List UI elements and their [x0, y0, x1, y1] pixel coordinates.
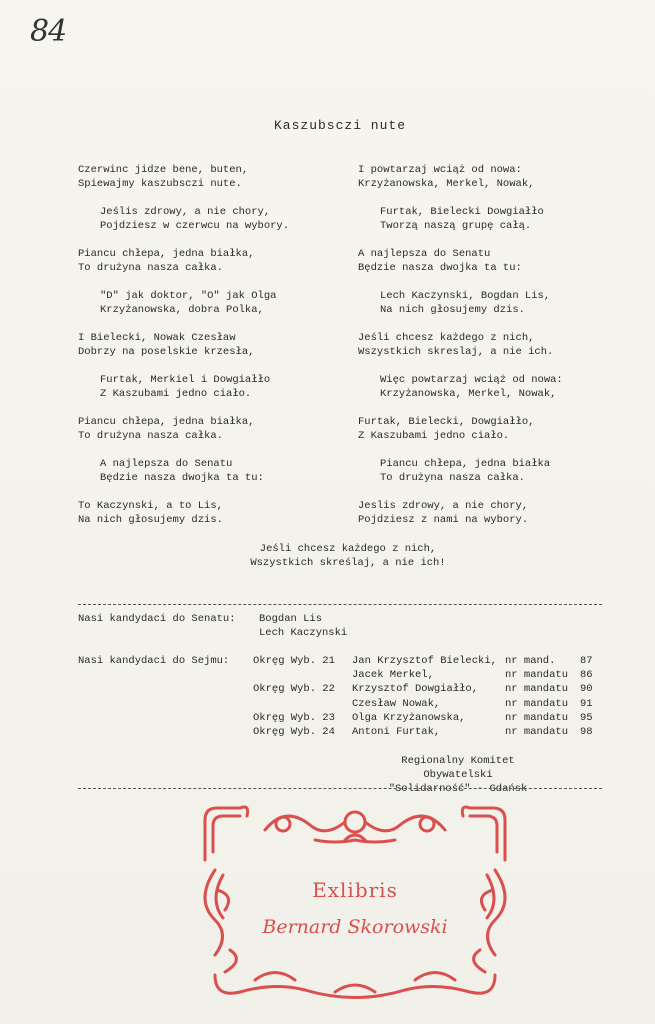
- poem-line: Z Kaszubami jedno ciało.: [100, 388, 252, 400]
- mandate-label: nr mand.: [505, 655, 556, 667]
- poem-line: Z Kaszubami jedno ciało.: [358, 430, 510, 442]
- poem-line: Więc powtarzaj wciąż od nowa:: [380, 374, 563, 386]
- poem-line: To drużyna nasza całka.: [78, 262, 223, 274]
- poem-line: Pojdziesz z nami na wybory.: [358, 514, 529, 526]
- handwritten-page-number: 84: [30, 14, 67, 49]
- poem-line: Piancu chłepa, jedna białka,: [78, 416, 255, 428]
- poem-stanza: [78, 457, 348, 485]
- mandate-label: nr mandatu: [505, 669, 569, 682]
- candidate-name: Antoni Furtak,: [352, 726, 441, 738]
- poem-line: Jeslis zdrowy, a nie chory,: [358, 500, 529, 512]
- finale-line: Jeśli chcesz każdego z nich,: [259, 543, 437, 555]
- poem-line: To drużyna nasza całka.: [380, 472, 525, 484]
- poem-line: Na nich głosujemy dzis.: [380, 304, 525, 316]
- poem-stanza: [78, 163, 348, 191]
- poem-right-column: [358, 163, 618, 541]
- candidate-name: Jan Krzysztof Bielecki,: [352, 655, 497, 667]
- poem-line: Furtak, Merkiel i Dowgiałło: [100, 374, 271, 386]
- senate-candidate: Bogdan Lis: [259, 613, 323, 625]
- poem-line: Krzyżanowska, dobra Polka,: [100, 304, 264, 316]
- dashed-divider-top: [78, 604, 602, 605]
- poem-stanza: [78, 331, 348, 359]
- poem-line: Tworzą naszą grupę całą.: [380, 220, 532, 232]
- poem-title: Kaszubsczi nute: [273, 118, 407, 133]
- poem-line: Piancu chłepa, jedna białka: [380, 458, 551, 470]
- poem-stanza: [78, 415, 348, 443]
- committee-line: Regionalny Komitet Obywatelski: [401, 755, 515, 781]
- district-label: Okręg Wyb. 24: [253, 726, 335, 738]
- senate-label: Nasi kandydaci do Senatu:: [78, 613, 236, 625]
- candidate-name: Olga Krzyżanowska,: [352, 711, 466, 724]
- poem-line: A najlepsza do Senatu: [358, 248, 491, 260]
- poem-stanza: [358, 415, 618, 443]
- poem-stanza: [78, 499, 348, 527]
- poem-line: Wszystkich skreslaj, a nie ich.: [358, 346, 554, 358]
- poem-line: "D" jak doktor, "O" jak Olga: [100, 290, 277, 302]
- poem-line: A najlepsza do Senatu: [100, 458, 233, 470]
- poem-line: Krzyżanowska, Merkel, Nowak,: [358, 178, 535, 190]
- poem-line: To Kaczynski, a to Lis,: [78, 500, 223, 512]
- poem-line: Na nich głosujemy dzis.: [78, 514, 223, 526]
- candidate-name: Czesław Nowak,: [352, 697, 441, 710]
- poem-line: Spiewajmy kaszubsczi nute.: [78, 178, 242, 190]
- mandate-label: nr mandatu: [505, 683, 569, 696]
- poem-finale: [0, 542, 655, 570]
- poem-line: Furtak, Bielecki Dowgiałło: [380, 206, 544, 218]
- poem-line: Pojdziesz w czerwcu na wybory.: [100, 220, 290, 232]
- poem-line: Furtak, Bielecki, Dowgiałło,: [358, 416, 535, 428]
- mandate-number: 86: [580, 669, 593, 682]
- poem-line: Jeśli chcesz każdego z nich,: [358, 332, 535, 344]
- poem-stanza: [358, 457, 618, 485]
- poem-stanza: [78, 373, 348, 401]
- mandate-label: nr mandatu: [505, 697, 569, 710]
- poem-stanza: [358, 499, 618, 527]
- finale-line: Wszystkich skreślaj, a nie ich!: [250, 557, 446, 569]
- dashed-divider-bottom: [78, 788, 602, 789]
- poem-stanza: [358, 289, 618, 317]
- poem-line: Lech Kaczynski, Bogdan Lis,: [380, 290, 551, 302]
- sejm-label: Nasi kandydaci do Sejmu:: [78, 655, 230, 667]
- committee-signature: [366, 754, 550, 796]
- poem-stanza: [358, 205, 618, 233]
- committee-line: "Solidarność" - Gdańsk: [388, 783, 528, 795]
- poem-line: Piancu chłepa, jedna białka,: [78, 248, 255, 260]
- exlibris-owner: Bernard Skorowski: [262, 916, 448, 938]
- sejm-candidates-table: [0, 654, 655, 744]
- mandate-label: nr mandatu: [505, 726, 569, 738]
- poem-stanza: [78, 247, 348, 275]
- poem-line: Czerwinc jidze bene, buten,: [78, 164, 249, 176]
- poem-left-column: [78, 163, 348, 541]
- district-label: Okręg Wyb. 21: [253, 655, 335, 667]
- poem-stanza: [358, 247, 618, 275]
- mandate-number: 95: [580, 711, 593, 724]
- poem-line: Będzie nasza dwojka ta tu:: [358, 262, 522, 274]
- mandate-number: 98: [580, 726, 593, 738]
- poem-line: To drużyna nasza całka.: [78, 430, 223, 442]
- mandate-number: 87: [580, 655, 593, 667]
- mandate-label: nr mandatu: [505, 711, 569, 724]
- ornamental-frame-icon: [195, 800, 515, 1005]
- mandate-number: 90: [580, 683, 593, 696]
- poem-line: Dobrzy na poselskie krzesła,: [78, 346, 255, 358]
- poem-stanza: [358, 373, 618, 401]
- poem-line: Krzyżanowska, Merkel, Nowak,: [380, 388, 557, 400]
- poem-stanza: [78, 205, 348, 233]
- district-label: Okręg Wyb. 22: [253, 683, 335, 696]
- poem-line: I powtarzaj wciąż od nowa:: [358, 164, 522, 176]
- senate-candidate: Lech Kaczynski: [259, 627, 348, 639]
- district-label: Okręg Wyb. 23: [253, 711, 335, 724]
- candidate-name: Jacek Merkel,: [352, 669, 434, 682]
- poem-line: Jeślis zdrowy, a nie chory,: [100, 206, 271, 218]
- exlibris-title: Exlibris: [312, 878, 398, 902]
- candidate-name: Krzysztof Dowgiałło,: [352, 683, 479, 696]
- poem-stanza: [358, 331, 618, 359]
- poem-stanza: [78, 289, 348, 317]
- mandate-number: 91: [580, 697, 593, 710]
- poem-stanza: [358, 163, 618, 191]
- exlibris-stamp: [195, 800, 515, 1005]
- poem-line: I Bielecki, Nowak Czesław: [78, 332, 236, 344]
- poem-line: Będzie nasza dwojka ta tu:: [100, 472, 264, 484]
